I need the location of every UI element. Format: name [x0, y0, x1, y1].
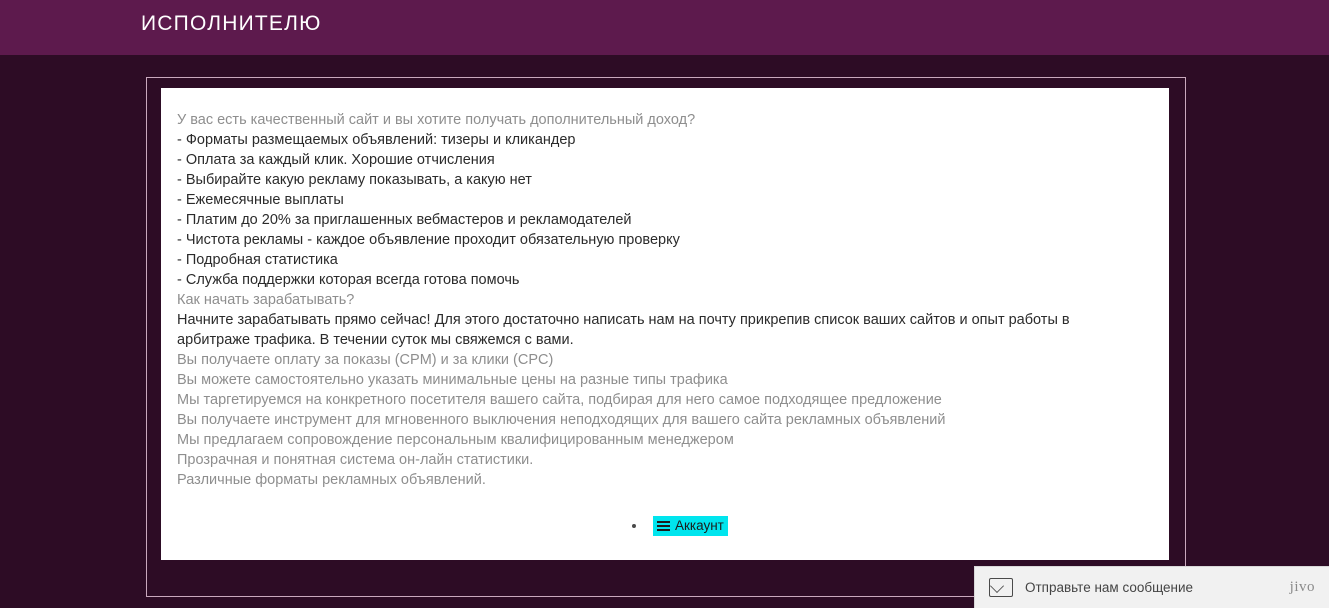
envelope-icon: [989, 578, 1013, 597]
benefit-item: Мы предлагаем сопровождение персональным квалифицированным менеджером: [177, 432, 734, 448]
feature-item: - Платим до 20% за приглашенных вебмастеров и рекламодателей: [177, 212, 632, 228]
intro-text: У вас есть качественный сайт и вы хотите получать дополнительный доход?: [177, 112, 696, 128]
benefit-item: Различные форматы рекламных объявлений.: [177, 472, 486, 488]
feature-item: - Выбирайте какую рекламу показывать, а какую нет: [177, 172, 532, 188]
benefit-item: Вы получаете оплату за показы (CPM) и за клики (CPC): [177, 352, 554, 368]
chat-widget[interactable]: [974, 566, 1329, 608]
how-to-start-heading: Как начать зарабатывать?: [177, 292, 355, 308]
benefit-item: Вы можете самостоятельно указать минимальные цены на разные типы трафика: [177, 372, 728, 388]
benefit-item: Мы таргетируемся на конкретного посетителя вашего сайта, подбирая для него самое подходящее предложение: [177, 392, 942, 408]
start-paragraph: Начните зарабатывать прямо сейчас! Для этого достаточно написать нам на почту прикрепив список ваших сайтов и опыт работы в арбитраже трафика. В течении суток мы свяжемся с вами.: [177, 312, 1070, 348]
benefit-item: Вы получаете инструмент для мгновенного выключения неподходящих для вашего сайта рекламных объявлений: [177, 412, 946, 428]
list-item: [177, 516, 1151, 536]
account-list: [177, 516, 1151, 536]
feature-item: - Оплата за каждый клик. Хорошие отчисления: [177, 152, 495, 168]
benefit-item: Прозрачная и понятная система он-лайн статистики.: [177, 452, 534, 468]
feature-item: - Подробная статистика: [177, 252, 338, 268]
feature-item: - Форматы размещаемых объявлений: тизеры и кликандер: [177, 132, 576, 148]
feature-item: - Ежемесячные выплаты: [177, 192, 344, 208]
chat-widget-brand: jivo: [1289, 579, 1315, 595]
account-link[interactable]: [653, 516, 728, 536]
feature-item: - Чистота рекламы - каждое объявление проходит обязательную проверку: [177, 232, 680, 248]
feature-item: - Служба поддержки которая всегда готова помочь: [177, 272, 520, 288]
account-link-label: Аккаунт: [675, 518, 724, 533]
content-card: [161, 88, 1169, 560]
menu-icon: [657, 519, 670, 533]
bullet-icon: [632, 524, 636, 528]
site-header: [0, 0, 1329, 55]
chat-widget-message: Отправьте нам сообщение: [1025, 580, 1194, 595]
page-title: ИСПОЛНИТЕЛЮ: [141, 12, 322, 35]
content-card-body: [161, 88, 1169, 546]
